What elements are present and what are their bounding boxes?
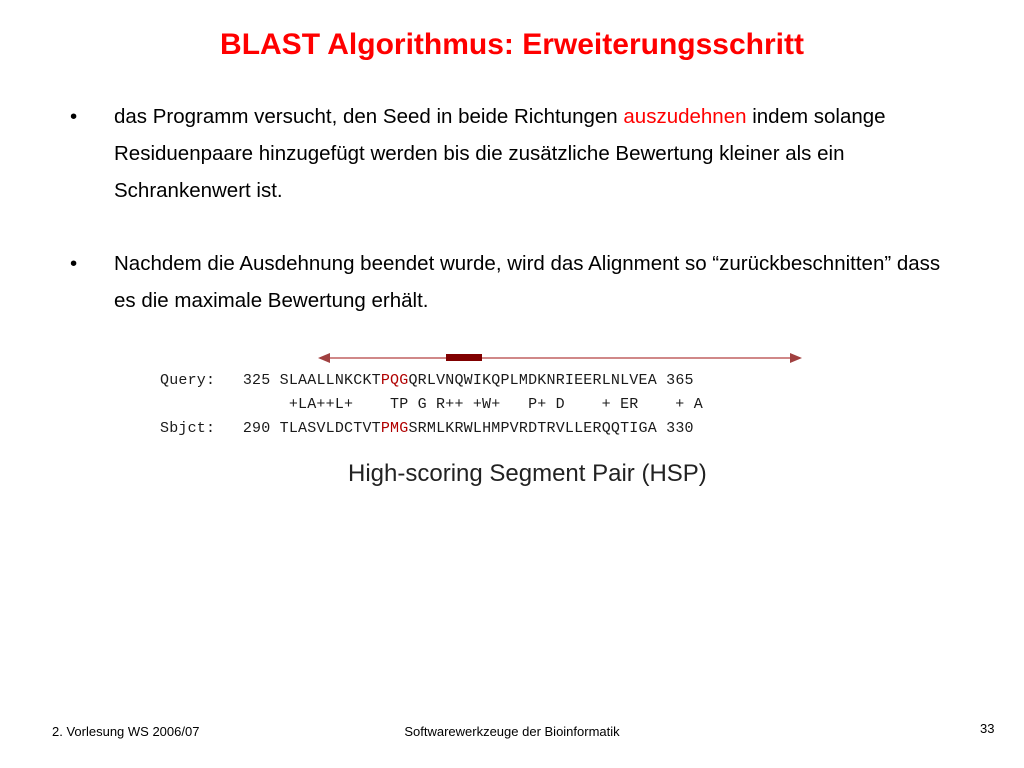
midline: +LA++L+ TP G R++ +W+ P+ D + ER + A — [288, 396, 703, 413]
highlight-term: auszudehnen — [623, 105, 747, 128]
midline-row — [160, 396, 703, 413]
arrow-right-icon — [790, 353, 802, 363]
bullet-text-part: indem solange Residuenpaare hinzugefügt werden bis die zusätzliche Bewertung kleiner als ein Schrankenwert ist. — [114, 105, 886, 202]
sbjct-seq-pre: TLASVLDCTVT — [279, 420, 381, 437]
bullet-marker: • — [70, 252, 78, 275]
hsp-caption: High-scoring Segment Pair (HSP) — [348, 460, 707, 487]
sbjct-seed: PMG — [380, 420, 409, 437]
arrow-left-icon — [318, 353, 330, 363]
query-start: 325 — [242, 372, 271, 389]
bullet-text-part: das Programm versucht, den Seed in beide Richtungen — [114, 105, 624, 128]
bullet-item-2 — [70, 245, 950, 319]
sbjct-end: 330 — [666, 420, 694, 437]
query-seq-pre: SLAALLNKCKT — [279, 372, 381, 389]
bullet-list — [70, 98, 950, 319]
bullet-marker: • — [70, 105, 78, 128]
query-end: 365 — [666, 372, 694, 389]
seed-marker — [446, 354, 482, 361]
page-number: 33 — [980, 721, 995, 736]
bullet-text: Nachdem die Ausdehnung beendet wurde, wird das Alignment so “zurückbeschnitten” dass es die maximale Bewertung erhält. — [114, 252, 941, 312]
query-row — [160, 372, 694, 389]
sbjct-label: Sbjct: — [160, 420, 216, 437]
query-label: Query: — [160, 372, 216, 389]
footer-title: Softwarewerkzeuge der Bioinformatik — [404, 724, 620, 739]
sbjct-row — [160, 420, 694, 437]
slide-title: BLAST Algorithmus: Erweiterungsschritt — [220, 28, 804, 61]
query-seq-post: QRLVNQWIKQPLMDKNRIEERLNLVEA — [408, 372, 657, 389]
query-seed: PQG — [380, 372, 409, 389]
footer-course: 2. Vorlesung WS 2006/07 — [52, 724, 200, 739]
sbjct-start: 290 — [242, 420, 271, 437]
bullet-item-1 — [70, 98, 950, 209]
hsp-figure — [160, 338, 860, 498]
sbjct-seq-post: SRMLKRWLHMPVRDTRVLLERQQTIGA — [408, 420, 657, 437]
